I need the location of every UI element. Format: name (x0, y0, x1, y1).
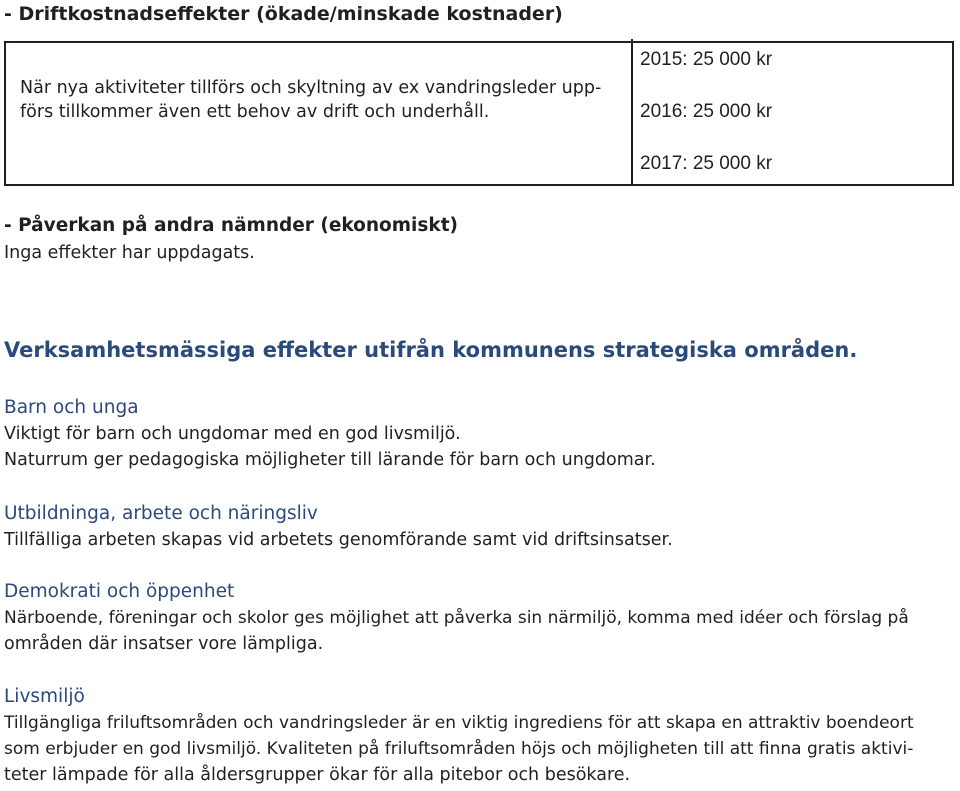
area-children-line-1: Viktigt för barn och ungdomar med en god livsmiljö. (4, 424, 461, 444)
area-living-line-1: Tillgängliga friluftsområden och vandringsleder är en viktig ingrediens för att skapa en attraktiv boendeort (4, 713, 914, 733)
area-democracy-line-1: Närboende, föreningar och skolor ges möjlighet att påverka sin närmiljö, komma med idéer och förslag på (4, 608, 909, 628)
area-heading-living-environment: Livsmiljö (4, 686, 85, 707)
area-democracy-line-2: områden där insatser vore lämpliga. (4, 634, 324, 654)
cost-year-2016: 2016: 25 000 kr (640, 101, 773, 122)
other-committees-text: Inga effekter har uppdagats. (4, 243, 255, 263)
area-heading-children: Barn och unga (4, 397, 139, 418)
cost-year-2017: 2017: 25 000 kr (640, 153, 773, 174)
area-living-line-2: som erbjuder en god livsmiljö. Kvaliteten på friluftsområden höjs och möjligheten till att finna gratis aktivi- (4, 739, 914, 759)
area-education-line-1: Tillfälliga arbeten skapas vid arbetets genomförande samt vid driftsinsatser. (4, 530, 673, 550)
operating-cost-heading: - Driftkostnadseffekter (ökade/minskade kostnader) (4, 3, 563, 25)
area-living-line-3: teter lämpade för alla åldersgrupper ökar för alla pitebor och besökare. (4, 765, 631, 785)
area-children-line-2: Naturrum ger pedagogiska möjligheter till lärande för barn och ungdomar. (4, 450, 656, 470)
cost-box-divider (631, 39, 633, 186)
cost-year-2015: 2015: 25 000 kr (640, 49, 773, 70)
strategic-effects-title: Verksamhetsmässiga effekter utifrån kommunens strategiska områden. (4, 338, 858, 362)
area-heading-education: Utbildninga, arbete och näringsliv (4, 503, 318, 524)
cost-description-line-1: När nya aktiviteter tillförs och skyltning av ex vandringsleder upp- (20, 78, 602, 98)
other-committees-heading: - Påverkan på andra nämnder (ekonomiskt) (4, 215, 458, 236)
cost-description-line-2: förs tillkommer även ett behov av drift och underhåll. (20, 102, 490, 122)
area-heading-democracy: Demokrati och öppenhet (4, 581, 235, 602)
